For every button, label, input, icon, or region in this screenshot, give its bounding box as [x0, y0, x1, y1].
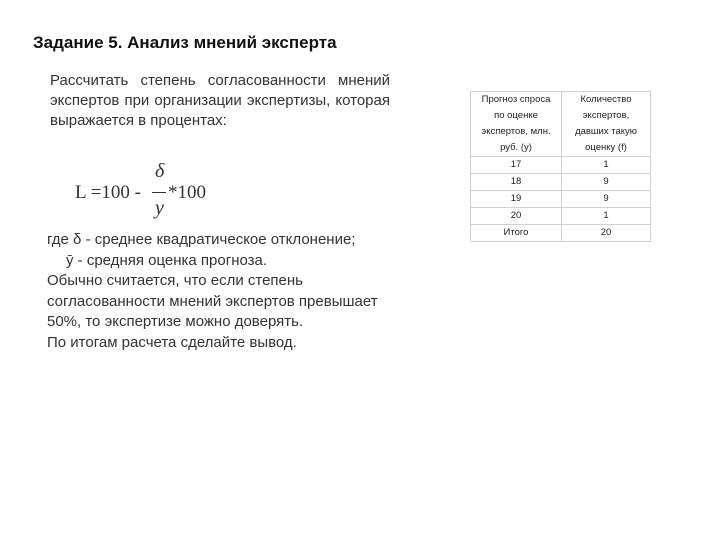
- cell-forecast: 20: [471, 208, 562, 225]
- cell-count: 1: [562, 157, 651, 174]
- header-line: Количество: [580, 94, 632, 105]
- note-line: По итогам расчета сделайте вывод.: [47, 333, 297, 351]
- task-text: Рассчитать степень согласованности мнений экспертов при организации экспертизы, которая выражается в процентах:: [50, 72, 390, 129]
- header-line: оценку (f): [585, 142, 627, 153]
- note-line: 50%, то экспертизе можно доверять.: [47, 313, 304, 330]
- header-line: экспертов,: [582, 110, 630, 121]
- forecast-table: [470, 91, 651, 242]
- header-line: руб. (y): [500, 142, 532, 153]
- formula-denominator: y: [155, 197, 164, 219]
- formula: [75, 160, 275, 225]
- table-row: [471, 191, 651, 208]
- cell-count: 9: [562, 191, 651, 208]
- header-line: давших такую: [575, 126, 637, 137]
- header-experts-count: [562, 92, 651, 157]
- table-header-row: [471, 92, 651, 157]
- notes: [47, 230, 427, 353]
- cell-count: 9: [562, 174, 651, 191]
- cell-forecast: 18: [471, 174, 562, 191]
- table-row: [471, 208, 651, 225]
- note-line: ȳ - средняя оценка прогноза.: [66, 251, 268, 269]
- cell-forecast: 17: [471, 157, 562, 174]
- header-line: по оценке: [494, 110, 538, 121]
- table-row: [471, 174, 651, 191]
- formula-lhs: L =100 -: [75, 182, 141, 203]
- formula-rhs: *100: [168, 182, 206, 203]
- note-line: согласованности мнений экспертов превышает: [47, 292, 378, 310]
- page-title: Задание 5. Анализ мнений эксперта: [33, 33, 337, 52]
- header-forecast: [471, 92, 562, 157]
- note-line: где δ - среднее квадратическое отклонение;: [47, 231, 356, 248]
- header-line: экспертов, млн.: [481, 126, 551, 137]
- cell-forecast: 19: [471, 191, 562, 208]
- formula-numerator: δ: [155, 160, 165, 182]
- cell-total-label: Итого: [471, 225, 562, 242]
- header-line: Прогноз спроса: [481, 94, 551, 105]
- table-total-row: [471, 225, 651, 242]
- table-row: [471, 157, 651, 174]
- cell-count: 1: [562, 208, 651, 225]
- fraction-bar: [152, 192, 166, 193]
- cell-total-count: 20: [562, 225, 651, 242]
- note-line: Обычно считается, что если степень: [47, 272, 303, 289]
